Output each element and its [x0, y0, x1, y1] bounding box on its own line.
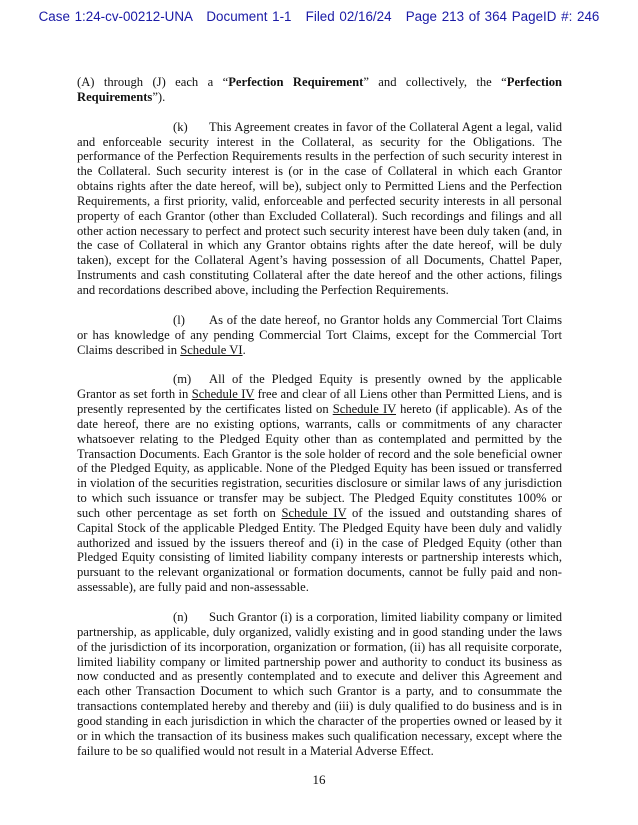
document-body	[77, 75, 562, 773]
paragraph-text: of the issued and outstanding shares of Capital Stock of the applicable Pledged Entity. The Pledged Equity have been duly and validly authorized and issued by the issuers thereof and (i) in the case of Pledged Equity (other than Pledged Equity consisting of limited liability company interests or partnership interests which, pursuant to the relevant organizational or formation documents, cannot be fully paid and non-assessable), are fully paid and non-assessable.	[77, 505, 562, 595]
schedule-reference: Schedule IV	[332, 402, 397, 417]
document-number: Document 1-1	[206, 9, 292, 24]
paragraph-text: This Agreement creates in favor of the Collateral Agent a legal, valid and enforceable security interest in the Collateral, as security for the Obligations. The performance of the Perfection Requirements results in the perfection of such security interest in the Collateral. Such security interest is (or in the case of Collateral in which each Grantor obtains rights after the date hereof, will be), subject only to Permitted Liens and the Perfection Requirements, a first priority, valid, enforceable and perfected security interests in all personal property of each Grantor (other than Excluded Collateral). Such recordings and filings and all other action necessary to perfect and protect such security interest have been duly taken (and, in the case of Collateral in which any Grantor obtains rights after the date hereof, will be duly taken), except for the Collateral Agent’s having possession of all Documents, Chattel Paper, Instruments and cash constituting Collateral after the date hereof and the other actions, filings and recordations described above, including the Perfection Requirements.	[77, 119, 562, 297]
paragraph-label: (n)	[173, 610, 188, 624]
schedule-reference: Schedule IV	[281, 505, 347, 520]
paragraph-label: (k)	[173, 119, 188, 134]
paragraph-n	[77, 610, 562, 758]
text: ”).	[152, 89, 166, 104]
schedule-reference: Schedule IV	[191, 387, 255, 402]
paragraph-text: .	[242, 342, 246, 357]
schedule-reference: Schedule VI	[180, 342, 243, 357]
paragraph-text: All of the Pledged Equity is presently owned by the applicable Grantor as set forth in	[77, 372, 562, 402]
defined-term: Perfection Requirement	[228, 75, 364, 89]
paragraph-k	[77, 120, 562, 298]
page-id: PageID #: 246	[511, 9, 600, 24]
paragraph-label: (l)	[173, 312, 185, 327]
paragraph-m	[77, 372, 562, 595]
page-count: Page 213 of 364	[405, 9, 508, 24]
filed-date: Filed 02/16/24	[305, 9, 392, 24]
paragraph-l	[77, 313, 562, 358]
court-filing-header	[0, 9, 638, 24]
paragraph-text: As of the date hereof, no Grantor holds any Commercial Tort Claims or has knowledge of any pending Commercial Tort Claims, except for the Commercial Tort Claims described in	[77, 312, 562, 357]
case-number: Case 1:24-cv-00212-UNA	[38, 9, 193, 24]
text: (A) through (J) each a “	[77, 75, 229, 89]
paragraph-text: hereto (if applicable). As of the date hereof, there are no existing options, warrants, calls or commitments of any character whatsoever relating to the Pledged Equity other than as contemplated and permitted by the Transaction Documents. Each Grantor is the sole holder of record and the sole beneficial owner of the Pledged Equity, as applicable. None of the Pledged Equity has been issued or transferred in violation of the securities registration, securities disclosure or similar laws of any jurisdiction to which such issuance or transfer may be subject. The Pledged Equity constitutes 100% or such other percentage as set forth on	[77, 402, 562, 520]
paragraph-intro	[77, 75, 562, 105]
paragraph-text: free and clear of all Liens other than Permitted Liens, and is presently represented by the certificates listed on	[77, 387, 562, 417]
text: ” and collectively, the “	[363, 75, 507, 89]
paragraph-text: Such Grantor (i) is a corporation, limited liability company or limited partnership, as applicable, duly organized, validly existing and in good standing under the laws of the jurisdiction of its incorporation, organization or formation, (ii) has all requisite corporate, limited liability company or limited partnership power and authority to conduct its business as now conducted and as presently contemplated and to execute and deliver this Agreement and each other Transaction Document to which such Grantor is a party, and to consummate the transactions contemplated hereby and thereby and (iii) is duly qualified to do business and is in good standing in each jurisdiction in which the character of the properties owned or leased by it or in which the transaction of its business makes such qualification necessary, except where the failure to be so qualified would not result in a Material Adverse Effect.	[77, 610, 562, 758]
page-number: 16	[312, 772, 326, 787]
paragraph-label: (m)	[173, 372, 192, 387]
defined-term: Perfection Requirements	[77, 75, 563, 104]
